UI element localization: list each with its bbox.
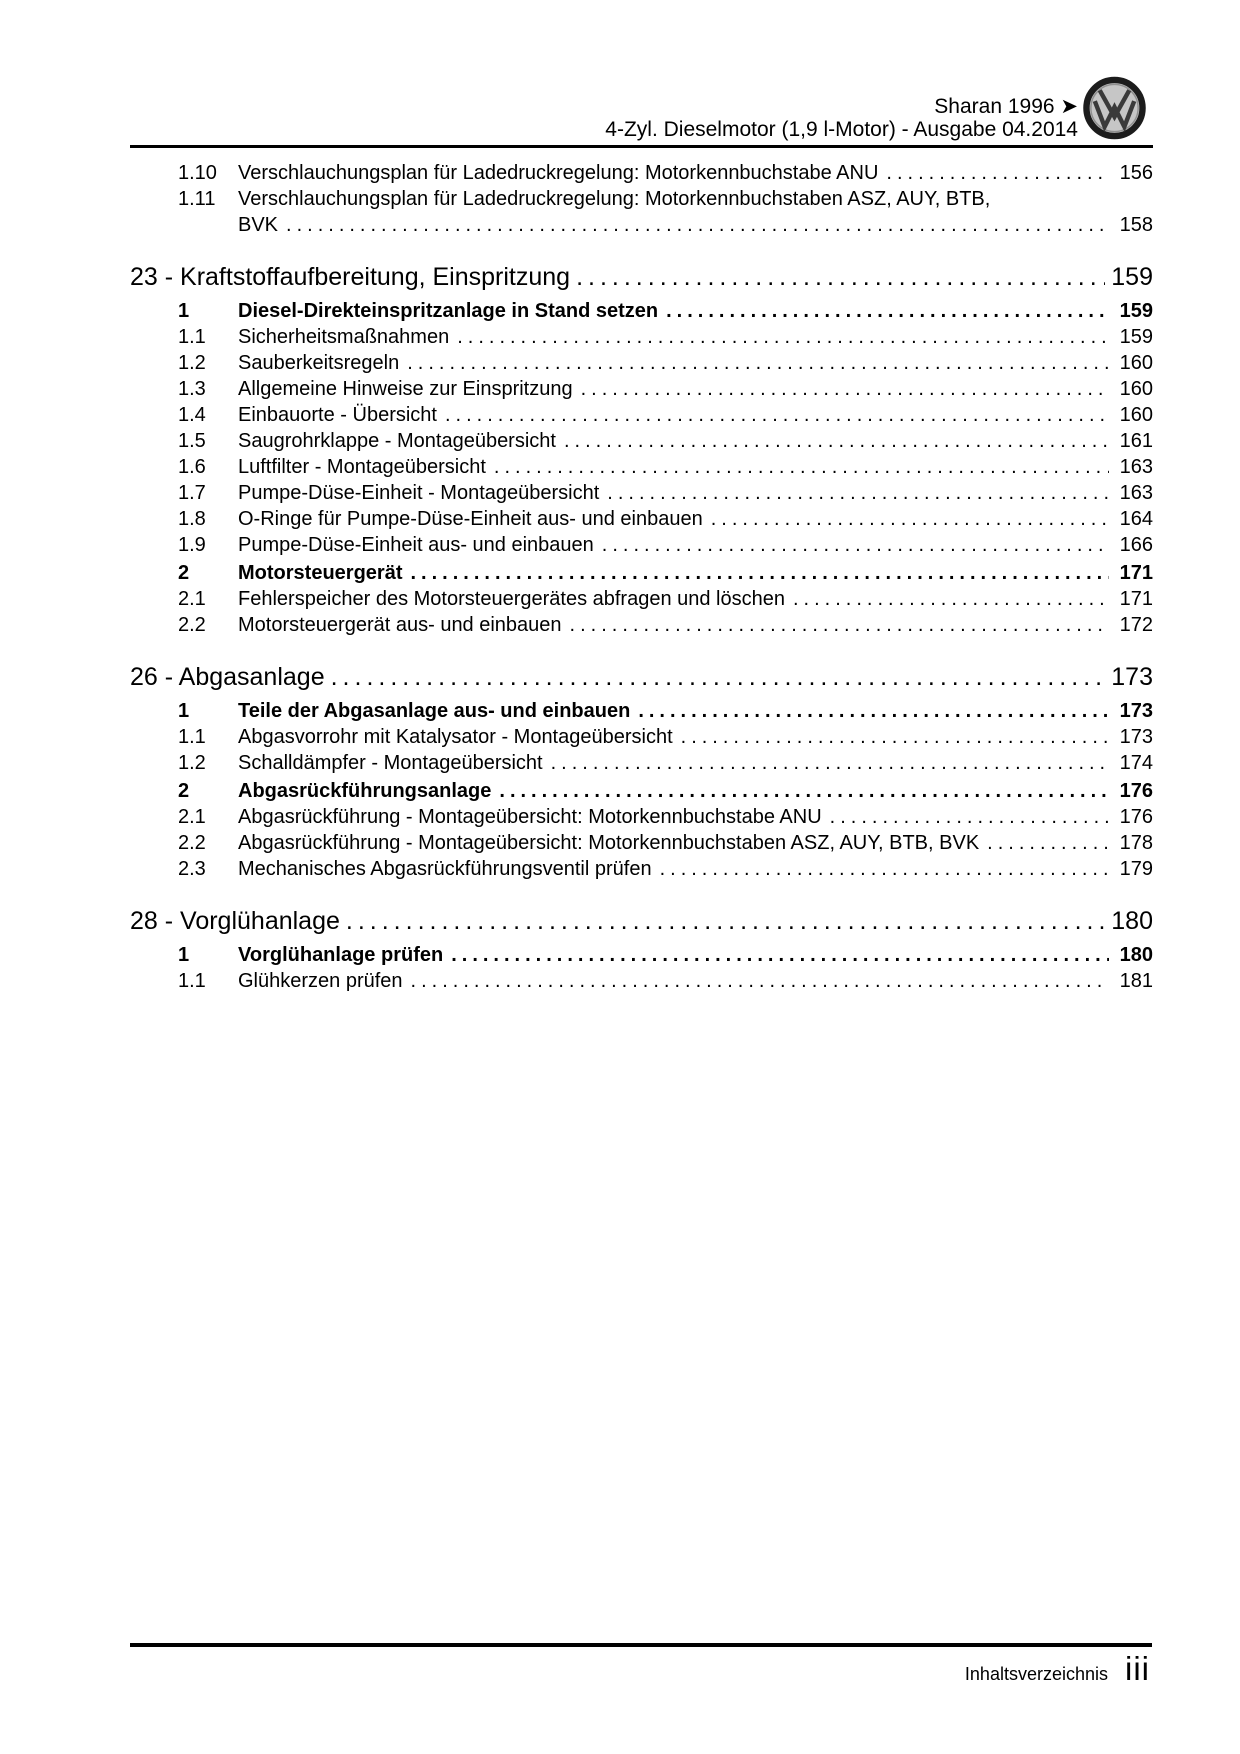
header-model-line: Sharan 1996 ➤: [934, 95, 1078, 118]
dot-leader: [286, 212, 1109, 238]
dot-leader: [457, 324, 1109, 350]
header-subtitle-line: 4-Zyl. Dieselmotor (1,9 l-Motor) - Ausgabe 04.2014: [605, 118, 1078, 141]
toc-entry: [130, 324, 1153, 350]
toc-entry: [130, 350, 1153, 376]
entry-page-number: 171: [1119, 588, 1153, 610]
entry-number: 1: [178, 700, 190, 722]
entry-title: Sauberkeitsregeln: [238, 352, 400, 374]
entry-page-number: 181: [1119, 970, 1153, 992]
toc-entry: [130, 778, 1153, 804]
entry-number: 2.2: [178, 832, 206, 854]
dot-leader: [711, 506, 1109, 532]
entry-number: 2: [178, 780, 190, 802]
entry-title: Glühkerzen prüfen: [238, 970, 403, 992]
footer-label: Inhaltsverzeichnis: [964, 1664, 1108, 1684]
entry-title: Fehlerspeicher des Motorsteuergerätes abfragen und löschen: [238, 588, 785, 610]
entry-title: Abgasrückführungsanlage: [238, 780, 492, 802]
entry-title: Mechanisches Abgasrückführungsventil prüfen: [238, 858, 652, 880]
entry-page-number: 173: [1119, 726, 1153, 748]
chapter-page-number: 173: [1111, 663, 1153, 691]
entry-title: Teile der Abgasanlage aus- und einbauen: [238, 700, 631, 722]
entry-title: Schalldämpfer - Montageübersicht: [238, 752, 543, 774]
toc-entry: [130, 298, 1153, 324]
dot-leader: [793, 586, 1109, 612]
entry-page-number: 160: [1119, 378, 1153, 400]
entry-page-number: 160: [1119, 404, 1153, 426]
entry-title: Allgemeine Hinweise zur Einspritzung: [238, 378, 573, 400]
entry-page-number: 171: [1119, 562, 1153, 584]
entry-page-number: 159: [1119, 326, 1153, 348]
dot-leader: [445, 402, 1109, 428]
entry-title-continuation-line: [238, 212, 1153, 238]
entry-page-number: 163: [1119, 482, 1153, 504]
entry-title: Vorglühanlage prüfen: [238, 944, 444, 966]
toc-entry: [130, 612, 1153, 638]
entry-number: 1.6: [178, 456, 206, 478]
toc-entry: [130, 376, 1153, 402]
entry-page-number: 159: [1119, 300, 1153, 322]
dot-leader: [411, 968, 1109, 994]
chapter-title: 23 - Kraftstoffaufbereitung, Einspritzung: [130, 263, 571, 291]
toc-entry: [130, 586, 1153, 612]
dot-leader: [551, 750, 1109, 776]
entry-number: 2: [178, 562, 190, 584]
toc-entry: [130, 968, 1153, 994]
footer-rule: [130, 1643, 1152, 1647]
entry-title: O-Ringe für Pumpe-Düse-Einheit aus- und einbauen: [238, 508, 703, 530]
entry-page-number: 180: [1119, 944, 1153, 966]
dot-leader: [499, 778, 1109, 804]
toc-chapter-heading: [130, 262, 1153, 292]
entry-title: Sicherheitsmaßnahmen: [238, 326, 450, 348]
entry-title-continuation: BVK: [238, 214, 279, 236]
entry-title: Diesel-Direkteinspritzanlage in Stand setzen: [238, 300, 659, 322]
entry-title: Motorsteuergerät aus- und einbauen: [238, 614, 562, 636]
entry-title: Motorsteuergerät: [238, 562, 403, 584]
entry-page-number: 174: [1119, 752, 1153, 774]
entry-page-number: 173: [1119, 700, 1153, 722]
entry-title: Abgasvorrohr mit Katalysator - Montageübersicht: [238, 726, 673, 748]
entry-number: 2.1: [178, 806, 206, 828]
entry-page-number: 176: [1119, 806, 1153, 828]
toc-entry: [130, 506, 1153, 532]
toc-entry: [130, 804, 1153, 830]
entry-number: 1.1: [178, 726, 206, 748]
dot-leader: [638, 698, 1109, 724]
entry-page-number: 160: [1119, 352, 1153, 374]
entry-page-number: 164: [1119, 508, 1153, 530]
dot-leader: [576, 262, 1105, 292]
entry-title: Verschlauchungsplan für Ladedruckregelung: Motorkennbuchstaben ASZ, AUY, BTB,: [238, 188, 991, 210]
toc-entry: [130, 750, 1153, 776]
dot-leader: [346, 906, 1105, 936]
entry-page-number: 163: [1119, 456, 1153, 478]
entry-number: 1.3: [178, 378, 206, 400]
dot-leader: [494, 454, 1109, 480]
entry-title: Pumpe-Düse-Einheit - Montageübersicht: [238, 482, 600, 504]
entry-number: 1.4: [178, 404, 206, 426]
toc-chapter-heading: [130, 662, 1153, 692]
entry-number: 1.5: [178, 430, 206, 452]
entry-number: 1.1: [178, 326, 206, 348]
dot-leader: [564, 428, 1109, 454]
toc-entry: [130, 724, 1153, 750]
toc-entry: [130, 480, 1153, 506]
entry-number: 2.3: [178, 858, 206, 880]
dot-leader: [886, 160, 1109, 186]
entry-title: Einbauorte - Übersicht: [238, 404, 437, 426]
dot-leader: [407, 350, 1109, 376]
entry-page-number: 166: [1119, 534, 1153, 556]
dot-leader: [830, 804, 1109, 830]
dot-leader: [602, 532, 1109, 558]
entry-page-number: 172: [1119, 614, 1153, 636]
vw-logo-icon: [1083, 74, 1146, 142]
entry-number: 2.1: [178, 588, 206, 610]
dot-leader: [666, 298, 1109, 324]
chapter-page-number: 180: [1111, 907, 1153, 935]
page-footer: [130, 1650, 1150, 1688]
entry-number: 1: [178, 300, 190, 322]
entry-page-number: 178: [1119, 832, 1153, 854]
dot-leader: [581, 376, 1109, 402]
entry-number: 1.7: [178, 482, 206, 504]
toc-entry: [130, 856, 1153, 882]
entry-title: Abgasrückführung - Montageübersicht: Motorkennbuchstaben ASZ, AUY, BTB, BVK: [238, 832, 980, 854]
entry-page-number: 158: [1119, 214, 1153, 236]
entry-number: 1.1: [178, 970, 206, 992]
entry-title: Verschlauchungsplan für Ladedruckregelung: Motorkennbuchstabe ANU: [238, 162, 879, 184]
dot-leader: [607, 480, 1109, 506]
toc-entry: [130, 830, 1153, 856]
entry-number: 1.11: [178, 188, 216, 210]
chapter-title: 26 - Abgasanlage: [130, 663, 325, 691]
entry-page-number: 156: [1119, 162, 1153, 184]
toc-chapter-heading: [130, 906, 1153, 936]
dot-leader: [570, 612, 1109, 638]
entry-number: 1.8: [178, 508, 206, 530]
toc-entry: [130, 160, 1153, 186]
entry-title: Saugrohrklappe - Montageübersicht: [238, 430, 556, 452]
chapter-page-number: 159: [1111, 263, 1153, 291]
dot-leader: [681, 724, 1109, 750]
entry-title: Abgasrückführung - Montageübersicht: Motorkennbuchstabe ANU: [238, 806, 822, 828]
header-rule: [130, 145, 1153, 148]
chapter-title: 28 - Vorglühanlage: [130, 907, 340, 935]
entry-number: 1.9: [178, 534, 206, 556]
toc-entry: [130, 560, 1153, 586]
dot-leader: [331, 662, 1106, 692]
entry-page-number: 161: [1119, 430, 1153, 452]
dot-leader: [660, 856, 1109, 882]
toc: [130, 160, 1153, 994]
dot-leader: [410, 560, 1109, 586]
toc-entry: [130, 942, 1153, 968]
toc-entry: [130, 698, 1153, 724]
entry-number: 2.2: [178, 614, 206, 636]
entry-number: 1.2: [178, 752, 206, 774]
entry-title: Pumpe-Düse-Einheit aus- und einbauen: [238, 534, 594, 556]
toc-entry: [130, 454, 1153, 480]
dot-leader: [451, 942, 1109, 968]
entry-page-number: 179: [1119, 858, 1153, 880]
entry-title: Luftfilter - Montageübersicht: [238, 456, 486, 478]
entry-page-number: 176: [1119, 780, 1153, 802]
toc-entry: [130, 428, 1153, 454]
toc-entry: [130, 532, 1153, 558]
toc-entry: [130, 402, 1153, 428]
entry-number: 1.10: [178, 162, 217, 184]
entry-number: 1: [178, 944, 190, 966]
toc-entry: [130, 186, 1153, 238]
entry-number: 1.2: [178, 352, 206, 374]
page-header: [130, 95, 1078, 141]
dot-leader: [987, 830, 1109, 856]
footer-page-number: iii: [1125, 1650, 1150, 1687]
